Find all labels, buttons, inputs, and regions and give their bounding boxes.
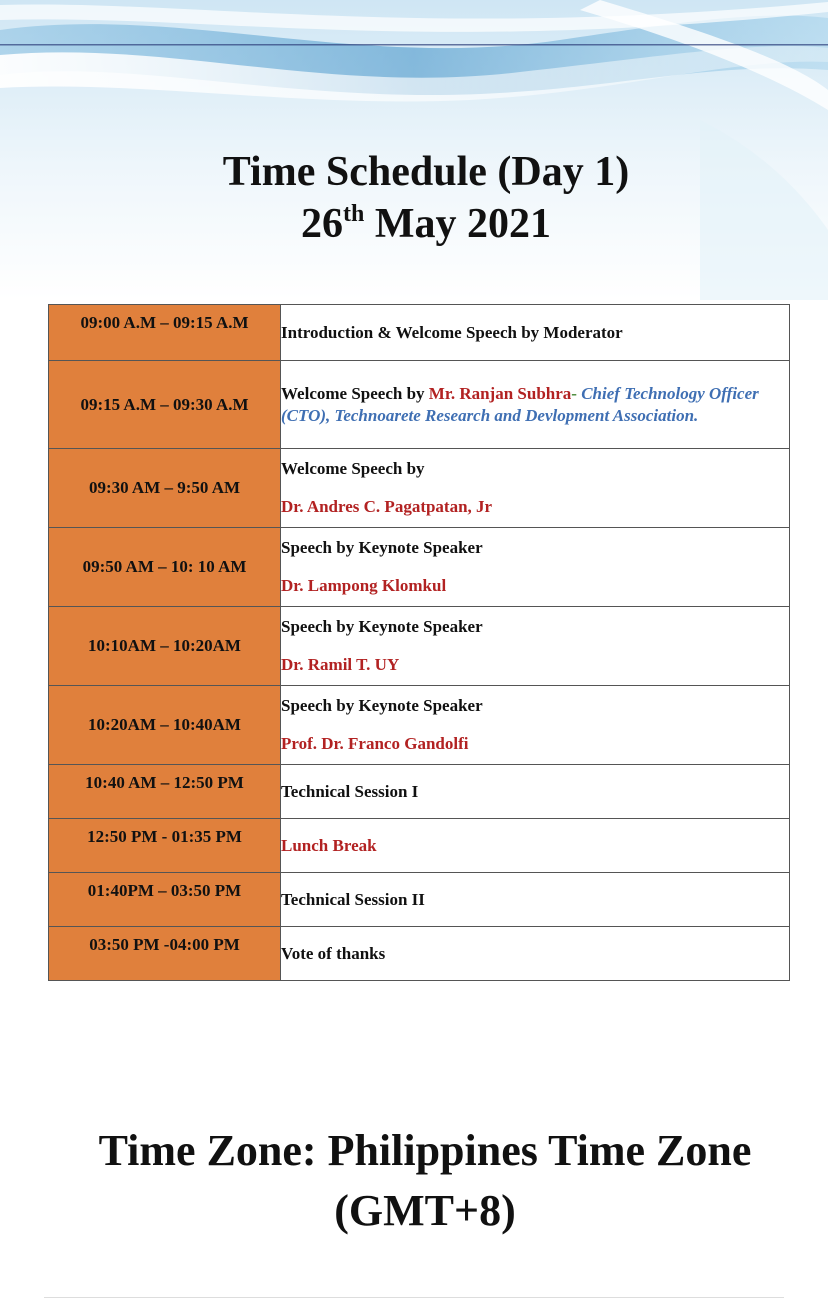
time-cell: 09:15 A.M – 09:30 A.M [49,361,281,449]
date-suffix: th [343,201,365,227]
speaker-name: Dr. Andres C. Pagatpatan, Jr [281,497,493,516]
session-cell [281,528,790,607]
time-cell: 10:20AM – 10:40AM [49,686,281,765]
speaker-role: Chief Technology Officer (CTO), Technoarete Research and Devlopment Association. [281,383,759,425]
speaker-name: Dr. Lampong Klomkul [281,576,447,595]
time-cell: 03:50 PM -04:00 PM [49,927,281,981]
session-cell [281,927,790,981]
table-row [49,361,790,449]
table-row [49,765,790,819]
session-title: Vote of thanks [281,943,386,963]
time-cell: 09:30 AM – 9:50 AM [49,449,281,528]
separator: - [571,383,582,403]
time-cell: 09:00 A.M – 09:15 A.M [49,305,281,361]
session-label: Welcome Speech by [281,459,425,478]
date-rest: May 2021 [364,201,551,247]
time-cell: 09:50 AM – 10: 10 AM [49,528,281,607]
session-cell [281,607,790,686]
time-cell: 01:40PM – 03:50 PM [49,873,281,927]
time-zone-heading: Time Zone: Philippines Time Zone [98,1126,752,1175]
session-cell [281,819,790,873]
session-title: Technical Session I [281,781,419,801]
divider [44,1297,784,1298]
table-row [49,305,790,361]
time-zone-gmt: (GMT+8) [334,1186,516,1235]
table-row [49,927,790,981]
session-label: Speech by Keynote Speaker [281,696,483,715]
time-cell: 12:50 PM - 01:35 PM [49,819,281,873]
speaker-name: Mr. Ranjan Subhra [428,383,572,403]
session-cell [281,686,790,765]
session-label: Speech by Keynote Speaker [281,617,483,636]
session-cell [281,305,790,361]
time-cell: 10:10AM – 10:20AM [49,607,281,686]
table-row [49,686,790,765]
table-row [49,607,790,686]
table-row [49,819,790,873]
date-day: 26 [301,201,343,247]
table-row [49,873,790,927]
session-title: Introduction & Welcome Speech by Moderator [281,322,623,342]
event-date [0,200,828,248]
session-label: Welcome Speech by [281,383,429,403]
session-cell [281,361,790,449]
session-title: Technical Session II [281,889,425,909]
time-cell: 10:40 AM – 12:50 PM [49,765,281,819]
table-row [49,449,790,528]
session-label: Speech by Keynote Speaker [281,538,483,557]
session-cell [281,873,790,927]
speaker-name: Dr. Ramil T. UY [281,655,400,674]
speaker-name: Prof. Dr. Franco Gandolfi [281,734,469,753]
session-cell [281,449,790,528]
table-row [49,528,790,607]
session-cell [281,765,790,819]
session-title: Lunch Break [281,835,377,855]
page-title: Time Schedule (Day 1) [222,149,630,195]
schedule-table [48,304,790,981]
